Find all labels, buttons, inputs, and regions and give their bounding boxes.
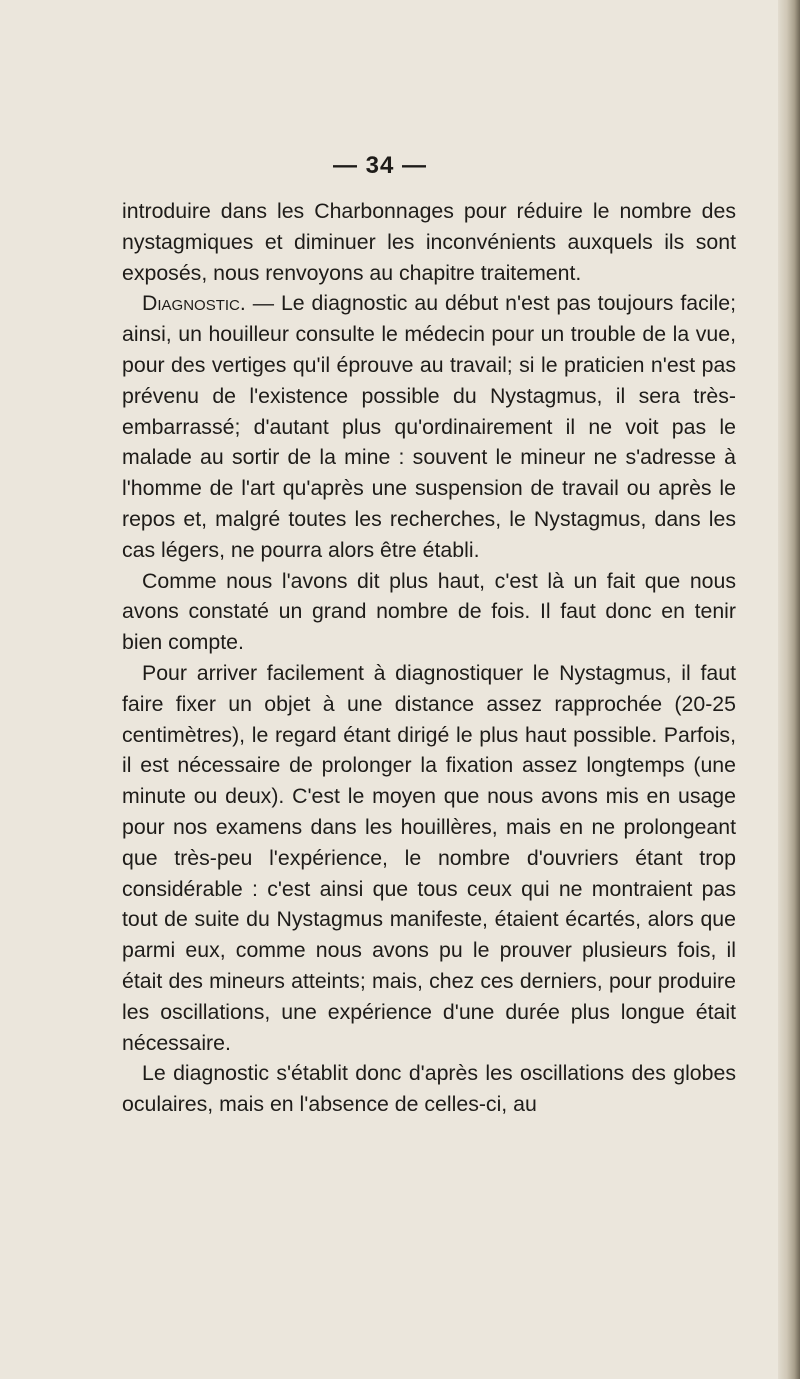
paragraph-2 xyxy=(122,288,736,565)
text-body xyxy=(122,196,736,1120)
paragraph-5-text: Le diagnostic s'établit donc d'après les oscillations des globes oculaires, mais en l'absence de celles-ci, au xyxy=(122,1061,736,1117)
paragraph-3-text: Comme nous l'avons dit plus haut, c'est là un fait que nous avons constaté un grand nombre de fois. Il faut donc en tenir bien compte. xyxy=(122,568,736,655)
paragraph-5 xyxy=(122,1058,736,1120)
paragraph-3 xyxy=(122,566,736,658)
section-heading-diagnostic: Diagnostic. xyxy=(142,291,246,316)
paragraph-2-text: — Le diagnostic au début n'est pas toujours facile; ainsi, un houilleur consulte le médecin pour un trouble de la vue, pour des vertiges qu'il éprouve au travail; si le praticien n'est pas prévenu de l'existence possible du Nystagmus, il sera très-embarrassé; d'autant plus qu'ordinairement il ne voit pas le malade au sortir de la mine : souvent le mineur ne s'adresse à l'homme de l'art qu'après une suspension de travail ou après le repos et, malgré toutes les recherches, le Nystagmus, dans les cas légers, ne pourra alors être établi. xyxy=(122,291,736,562)
paragraph-1-text: introduire dans les Charbonnages pour réduire le nombre des nystagmiques et diminuer les inconvénients auxquels ils sont exposés, nous renvoyons au chapitre traitement. xyxy=(122,199,736,285)
page-number: — 34 — xyxy=(332,152,428,179)
paragraph-4-text: Pour arriver facilement à diagnostiquer le Nystagmus, il faut faire fixer un objet à une distance assez rapprochée (20-25 centimètres), le regard étant dirigé le plus haut possible. Parfois, il est nécessaire de prolonger la fixation assez longtemps (une minute ou deux). C'est le moyen que nous avons mis en usage pour nos examens dans les houillères, mais en ne prolongeant que très-peu l'expérience, le nombre d'ouvriers étant trop considérable : c'est ainsi que tous ceux qui ne montraient pas tout de suite du Nystagmus manifeste, étaient écartés, alors que parmi eux, comme nous avons pu le prouver plusieurs fois, il était des mineurs atteints; mais, chez ces derniers, pour produire les oscillations, une expérience d'une durée plus longue était nécessaire. xyxy=(122,660,736,1055)
paragraph-4 xyxy=(122,658,736,1058)
paragraph-1 xyxy=(122,196,736,288)
page-edge-shadow xyxy=(778,0,800,1379)
